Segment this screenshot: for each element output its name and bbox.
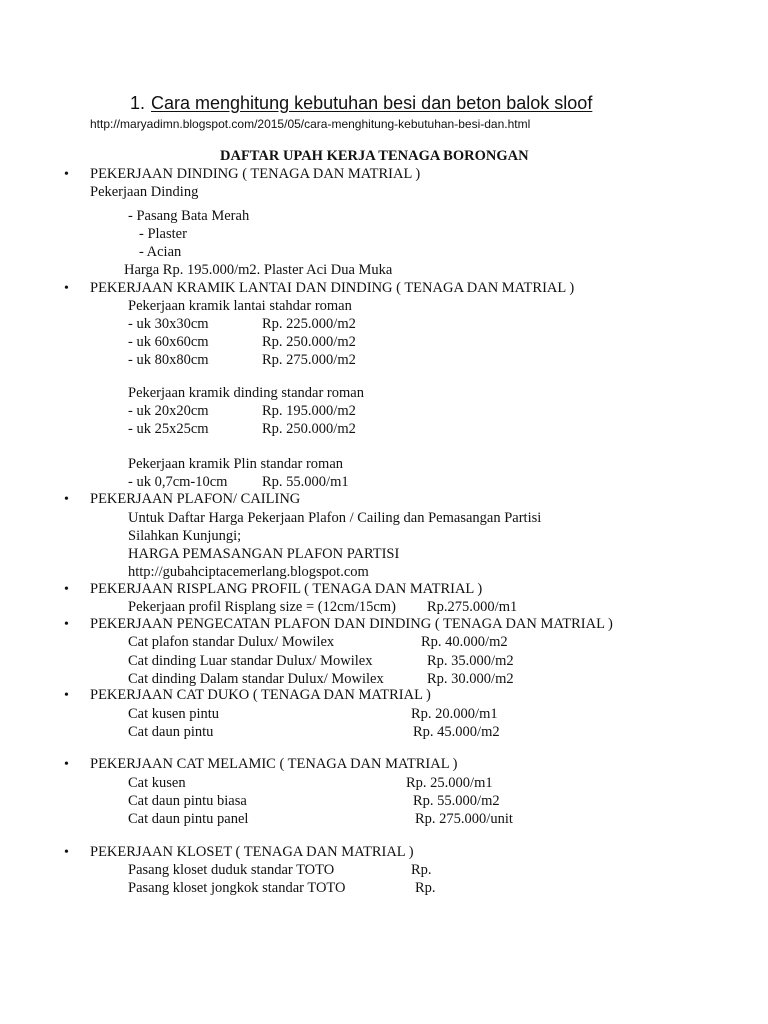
item-name: Cat kusen: [128, 775, 186, 791]
section-title-risplang: PEKERJAAN RISPLANG PROFIL ( TENAGA DAN MATRIAL ): [90, 581, 483, 597]
section-sub: Pekerjaan kramik Plin standar roman: [128, 456, 344, 472]
price-line: Harga Rp. 195.000/m2. Plaster Aci Dua Muka: [124, 262, 393, 278]
link-url[interactable]: http://gubahciptacemerlang.blogspot.com: [128, 564, 369, 580]
price-cell: Rp. 55.000/m2: [413, 793, 500, 809]
price-cell: Rp.: [411, 862, 432, 878]
section-title-duko: PEKERJAAN CAT DUKO ( TENAGA DAN MATRIAL ): [90, 687, 431, 703]
list-item: - Pasang Bata Merah: [128, 208, 250, 224]
item-name: Pekerjaan profil Risplang size = (12cm/15cm): [128, 599, 396, 615]
price-cell: Rp.: [415, 880, 436, 896]
text-line: Untuk Daftar Harga Pekerjaan Plafon / Cailing dan Pemasangan Partisi: [128, 510, 542, 526]
item-name: Cat plafon standar Dulux/ Mowilex: [128, 634, 335, 650]
bullet-icon: •: [64, 757, 69, 772]
price-cell: Rp. 40.000/m2: [421, 634, 508, 650]
item-name: Pasang kloset jongkok standar TOTO: [128, 880, 346, 896]
bullet-icon: •: [64, 845, 69, 860]
size-cell: - uk 20x20cm: [128, 403, 209, 419]
price-cell: Rp. 55.000/m1: [262, 474, 349, 490]
item-name: Cat daun pintu: [128, 724, 214, 740]
bullet-icon: •: [64, 167, 69, 182]
bullet-icon: •: [64, 492, 69, 507]
price-cell: Rp. 35.000/m2: [427, 653, 514, 669]
section-title-kloset: PEKERJAAN KLOSET ( TENAGA DAN MATRIAL ): [90, 844, 414, 860]
price-cell: Rp. 225.000/m2: [262, 316, 356, 332]
price-cell: Rp. 20.000/m1: [411, 706, 498, 722]
size-cell: - uk 25x25cm: [128, 421, 209, 437]
price-cell: Rp.275.000/m1: [427, 599, 518, 615]
size-cell: - uk 30x30cm: [128, 316, 209, 332]
price-cell: Rp. 25.000/m1: [406, 775, 493, 791]
price-cell: Rp. 195.000/m2: [262, 403, 356, 419]
source-url[interactable]: http://maryadimn.blogspot.com/2015/05/cara-menghitung-kebutuhan-besi-dan.html: [90, 117, 531, 131]
text-line[interactable]: HARGA PEMASANGAN PLAFON PARTISI: [128, 546, 400, 562]
section-sub: Pekerjaan kramik dinding standar roman: [128, 385, 364, 401]
bullet-icon: •: [64, 688, 69, 703]
price-cell: Rp. 275.000/unit: [415, 811, 513, 827]
section-title-pengecatan: PEKERJAAN PENGECATAN PLAFON DAN DINDING ( TENAGA DAN MATRIAL ): [90, 616, 613, 632]
price-cell: Rp. 250.000/m2: [262, 334, 356, 350]
bullet-icon: •: [64, 281, 69, 296]
item-name: Cat kusen pintu: [128, 706, 220, 722]
item-name: Cat dinding Dalam standar Dulux/ Mowilex: [128, 671, 384, 687]
item-name: Cat dinding Luar standar Dulux/ Mowilex: [128, 653, 373, 669]
section-title-kramik: PEKERJAAN KRAMIK LANTAI DAN DINDING ( TENAGA DAN MATRIAL ): [90, 280, 575, 296]
heading-link[interactable]: Cara menghitung kebutuhan besi dan beton balok sloof: [151, 93, 593, 113]
document-title: DAFTAR UPAH KERJA TENAGA BORONGAN: [220, 148, 529, 164]
list-item: - Plaster: [139, 226, 187, 242]
size-cell: - uk 80x80cm: [128, 352, 209, 368]
heading-number: 1.: [130, 93, 146, 113]
bullet-icon: •: [64, 617, 69, 632]
price-cell: Rp. 250.000/m2: [262, 421, 356, 437]
price-cell: Rp. 275.000/m2: [262, 352, 356, 368]
item-name: Cat daun pintu panel: [128, 811, 249, 827]
section-sub: Pekerjaan Dinding: [90, 184, 199, 200]
list-item: - Acian: [139, 244, 182, 260]
price-cell: Rp. 45.000/m2: [413, 724, 500, 740]
section-title-melamic: PEKERJAAN CAT MELAMIC ( TENAGA DAN MATRIAL ): [90, 756, 458, 772]
price-cell: Rp. 30.000/m2: [427, 671, 514, 687]
section-sub: Pekerjaan kramik lantai stahdar roman: [128, 298, 352, 314]
bullet-icon: •: [64, 582, 69, 597]
section-title-dinding: PEKERJAAN DINDING ( TENAGA DAN MATRIAL ): [90, 166, 421, 182]
section-title-plafon: PEKERJAAN PLAFON/ CAILING: [90, 491, 301, 507]
text-line: Silahkan Kunjungi;: [128, 528, 242, 544]
item-name: Cat daun pintu biasa: [128, 793, 247, 809]
size-cell: - uk 0,7cm-10cm: [128, 474, 228, 490]
size-cell: - uk 60x60cm: [128, 334, 209, 350]
item-name: Pasang kloset duduk standar TOTO: [128, 862, 335, 878]
